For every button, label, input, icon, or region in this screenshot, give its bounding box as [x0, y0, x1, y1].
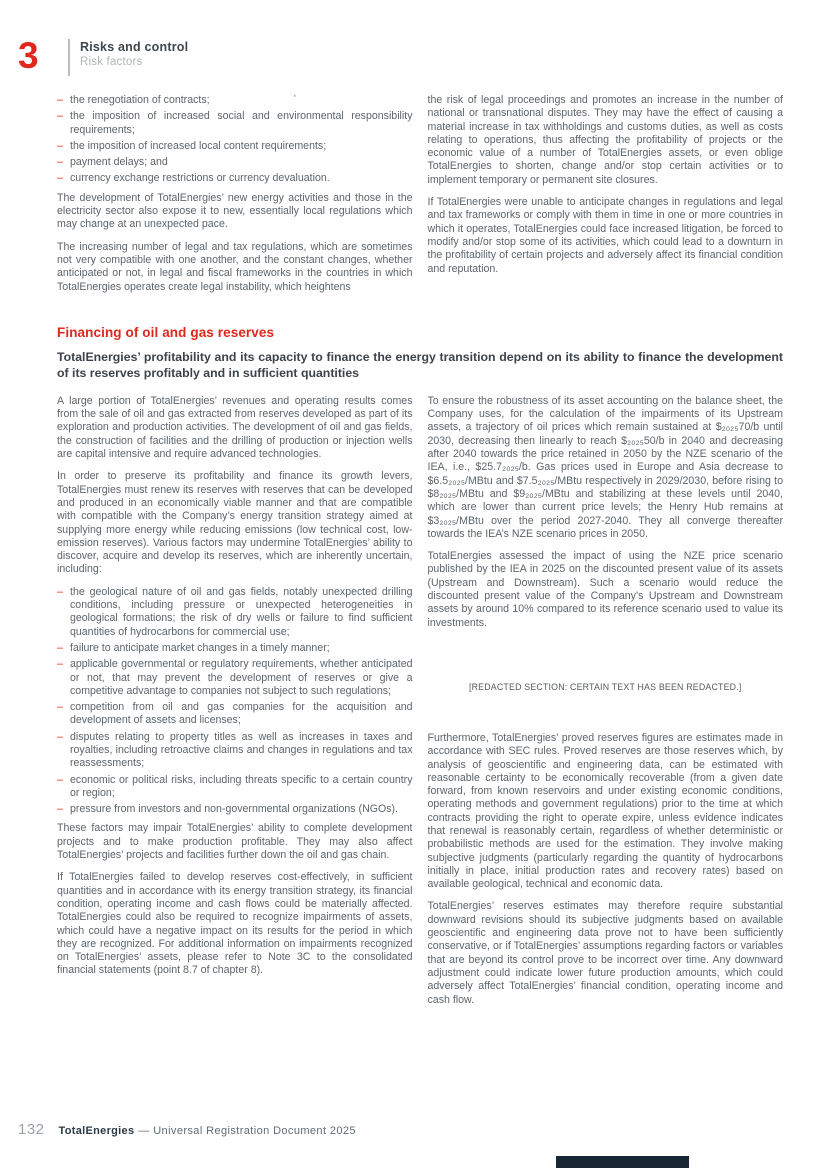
- page-content: [57, 94, 783, 1016]
- dash-marker: –: [57, 803, 63, 816]
- dash-marker: –: [57, 730, 63, 743]
- list-item: – disputes relating to property titles as well as increases in taxes and royalties, including retroactive claims and changes in regulations and tax reassessments;: [57, 730, 413, 770]
- intro-columns: [57, 94, 783, 303]
- intro-bullet-list: [57, 94, 413, 186]
- paragraph: Furthermore, TotalEnergies’ proved reserves figures are estimates made in accordance with SEC rules. Proved reserves are those reserves which, by analysis of geoscientific and engineering data, can be estimated with reasonable certainty to be economically recoverable (from a given date forward, from known reservoirs and under existing economic conditions, operating methods and government regulations) prior to the time at which contracts providing the right to operate expire, unless evidence indicates that renewal is reasonably certain, regardless of whether deterministic or probabilistic methods are used for the estimation. They involve making subjective judgments (particularly regarding the quantity of hydrocarbons initially in place, initial production rates and recovery rates) based on available geological, technical and economic data.: [427, 731, 783, 891]
- intro-right-column: [428, 94, 784, 303]
- list-item: – economic or political risks, including threats specific to a certain country or region;: [57, 773, 413, 799]
- paragraph: TotalEnergies’ reserves estimates may therefore require substantial downward revisions should its subjective judgments based on available geoscientific and engineering data prove not to have been sufficiently conservative, or if TotalEnergies’ assumptions regarding factors or variables that are beyond its control prove to be incorrect over time. Any downward adjustment could indicate lower future production amounts, which could adversely affect TotalEnergies’ financial condition, operating income and cash flow.: [427, 900, 783, 1006]
- page-footer: [18, 1121, 356, 1138]
- paragraph: TotalEnergies assessed the impact of using the NZE price scenario published by the IEA in 2025 on the discounted present value of its assets (Upstream and Downstream). Such a scenario would reduce the discounted present value of the Company’s Upstream and Downstream assets by around 10% compared to its reference scenario used to value its investments.: [427, 550, 783, 629]
- dash-marker: –: [57, 172, 63, 185]
- dash-marker: –: [57, 139, 63, 152]
- page-number: 132: [18, 1121, 45, 1138]
- list-item: – pressure from investors and non-governmental organizations (NGOs).: [57, 803, 398, 816]
- stray-dot: ·: [293, 90, 297, 102]
- paragraph: These factors may impair TotalEnergies’ ability to complete development projects and to make production profitable. They may also affect TotalEnergies’ projects and facilities further down the oil and gas chain.: [57, 822, 413, 862]
- chapter-number: 3: [18, 35, 38, 76]
- redacted-notice: [REDACTED SECTION: CERTAIN TEXT HAS BEEN REDACTED.]: [468, 681, 742, 692]
- section-bullet-list: [57, 586, 413, 817]
- section-right-column: [428, 395, 784, 1016]
- paragraph: To ensure the robustness of its asset accounting on the balance sheet, the Company uses, for the calculation of the impairments of its Upstream assets, a trajectory of oil prices which remain sustained at $₂₀₂₅70/b until 2030, decreasing then linearly to reach $₂₀₂₅50/b in 2040 and decreasing after 2040 towards the price retained in 2050 by the NZE scenario of the IEA, i.e., $25.7₂₀₂₅/b. Gas prices used in Europe and Asia decrease to $6.5₂₀₂₅/MBtu and $7.5₂₀₂₅/MBtu respectively in 2029/2030, before rising to $8₂₀₂₅/MBtu and $9₂₀₂₅/MBtu and stabilizing at these levels until 2040, which are lower than current price levels; the Henry Hub remains at $3₂₀₂₅/MBtu over the period 2027-2040. They all converge thereafter towards the IEA’s NZE scenario prices in 2050.: [427, 394, 783, 540]
- list-item: – currency exchange restrictions or currency devaluation.: [57, 172, 330, 185]
- section-left-column: [57, 395, 413, 1016]
- dash-marker: –: [57, 94, 63, 106]
- paragraph: In order to preserve its profitability and finance its growth levers, TotalEnergies must renew its reserves with reserves that can be developed and produced in an economically viable manner and that are compatible with compatible with the Company’s energy transition strategy aimed at supplying more energy while reducing emissions (low technical cost, low-emission reserves). Various factors may undermine TotalEnergies’ ability to discover, acquire and develop its reserves, which are inherently uncertain, including:: [57, 470, 413, 576]
- redaction-bar: [556, 1156, 689, 1168]
- intro-left-column: [57, 94, 413, 303]
- chapter-title: Risks and control: [80, 40, 189, 54]
- dash-marker: –: [57, 773, 63, 786]
- list-item: – the imposition of increased social and environmental responsibility requirements;: [57, 110, 413, 136]
- list-item: – competition from oil and gas companies for the acquisition and development of assets and licenses;: [57, 701, 413, 727]
- chapter-header: [18, 35, 189, 76]
- list-item: – the renegotiation of contracts;: [57, 94, 210, 106]
- dash-marker: –: [57, 701, 63, 714]
- paragraph: The increasing number of legal and tax regulations, which are sometimes not very compatible with one another, and the constant changes, whether anticipated or not, in legal and fiscal frameworks in the countries in which TotalEnergies operates create legal instability, which heightens: [57, 240, 413, 293]
- dash-marker: –: [57, 110, 63, 123]
- dash-marker: –: [57, 641, 63, 654]
- dash-marker: –: [57, 156, 63, 169]
- chapter-titles: [80, 38, 188, 69]
- list-item: – failure to anticipate market changes in a timely manner;: [57, 641, 330, 654]
- paragraph: If TotalEnergies were unable to anticipate changes in regulations and legal and tax frameworks or comply with them in time in one or more countries in which it operates, TotalEnergies could face increased litigation, be forced to modify and/or stop some of its activities, which could lead to a downturn in the profitability of certain projects and adversely affect its financial condition and reputation.: [427, 196, 783, 275]
- list-item: – payment delays; and: [57, 156, 168, 169]
- paragraph: The development of TotalEnergies’ new energy activities and those in the electricity sector also expose it to new, essentially local regulations which may change at an unexpected pace.: [57, 191, 413, 231]
- list-item: – the geological nature of oil and gas fields, notably unexpected drilling conditions, including pressure or unexpected heterogeneities in geological formations; the risk of dry wells or failure to find sufficient quantities of hydrocarbons for commercial use;: [57, 585, 413, 638]
- header-divider: [68, 39, 70, 76]
- paragraph: the risk of legal proceedings and promotes an increase in the number of national or transnational disputes. They may have the effect of causing a material increase in tax withholdings and customs duties, as well as costs relating to operations, thus affecting the profitability of projects or the economic value of a number of TotalEnergies assets, or even oblige TotalEnergies to shorten, change and/or stop certain activities or to implement temporary or permanent site closures.: [427, 94, 783, 186]
- dash-marker: –: [57, 658, 63, 671]
- list-item: – the imposition of increased local content requirements;: [57, 139, 327, 152]
- chapter-subtitle: Risk factors: [80, 56, 143, 68]
- paragraph: A large portion of TotalEnergies’ revenues and operating results comes from the sale of oil and gas extracted from reserves developed as part of its exploration and production activities. The development of oil and gas fields, the construction of facilities and the drilling of production or injection wells are capital intensive and require advanced technologies.: [57, 394, 413, 461]
- footer-brand: TotalEnergies: [58, 1125, 135, 1137]
- section-columns: [57, 395, 783, 1016]
- footer-doc-title: — Universal Registration Document 2025: [138, 1125, 356, 1137]
- dash-marker: –: [57, 585, 63, 598]
- section-subheading: TotalEnergies’ profitability and its capacity to finance the energy transition depend on its ability to finance the development of its reserves profitably and in sufficient quantities: [57, 349, 783, 381]
- section-heading: Financing of oil and gas reserves: [57, 324, 275, 340]
- paragraph: If TotalEnergies failed to develop reserves cost-effectively, in sufficient quantities and in accordance with its energy transition strategy, its financial condition, operating income and cash flows could be materially affected. TotalEnergies could also be required to recognize impairments of assets, which could have a negative impact on its results for the period in which they are recognized. For additional information on impairments recognized on TotalEnergies’ assets, please refer to Note 3C to the consolidated financial statements (point 8.7 of chapter 8).: [57, 871, 413, 977]
- list-item: – applicable governmental or regulatory requirements, whether anticipated or not, that may prevent the development of reserves or give a competitive advantage to companies not subject to such regulations;: [57, 658, 413, 697]
